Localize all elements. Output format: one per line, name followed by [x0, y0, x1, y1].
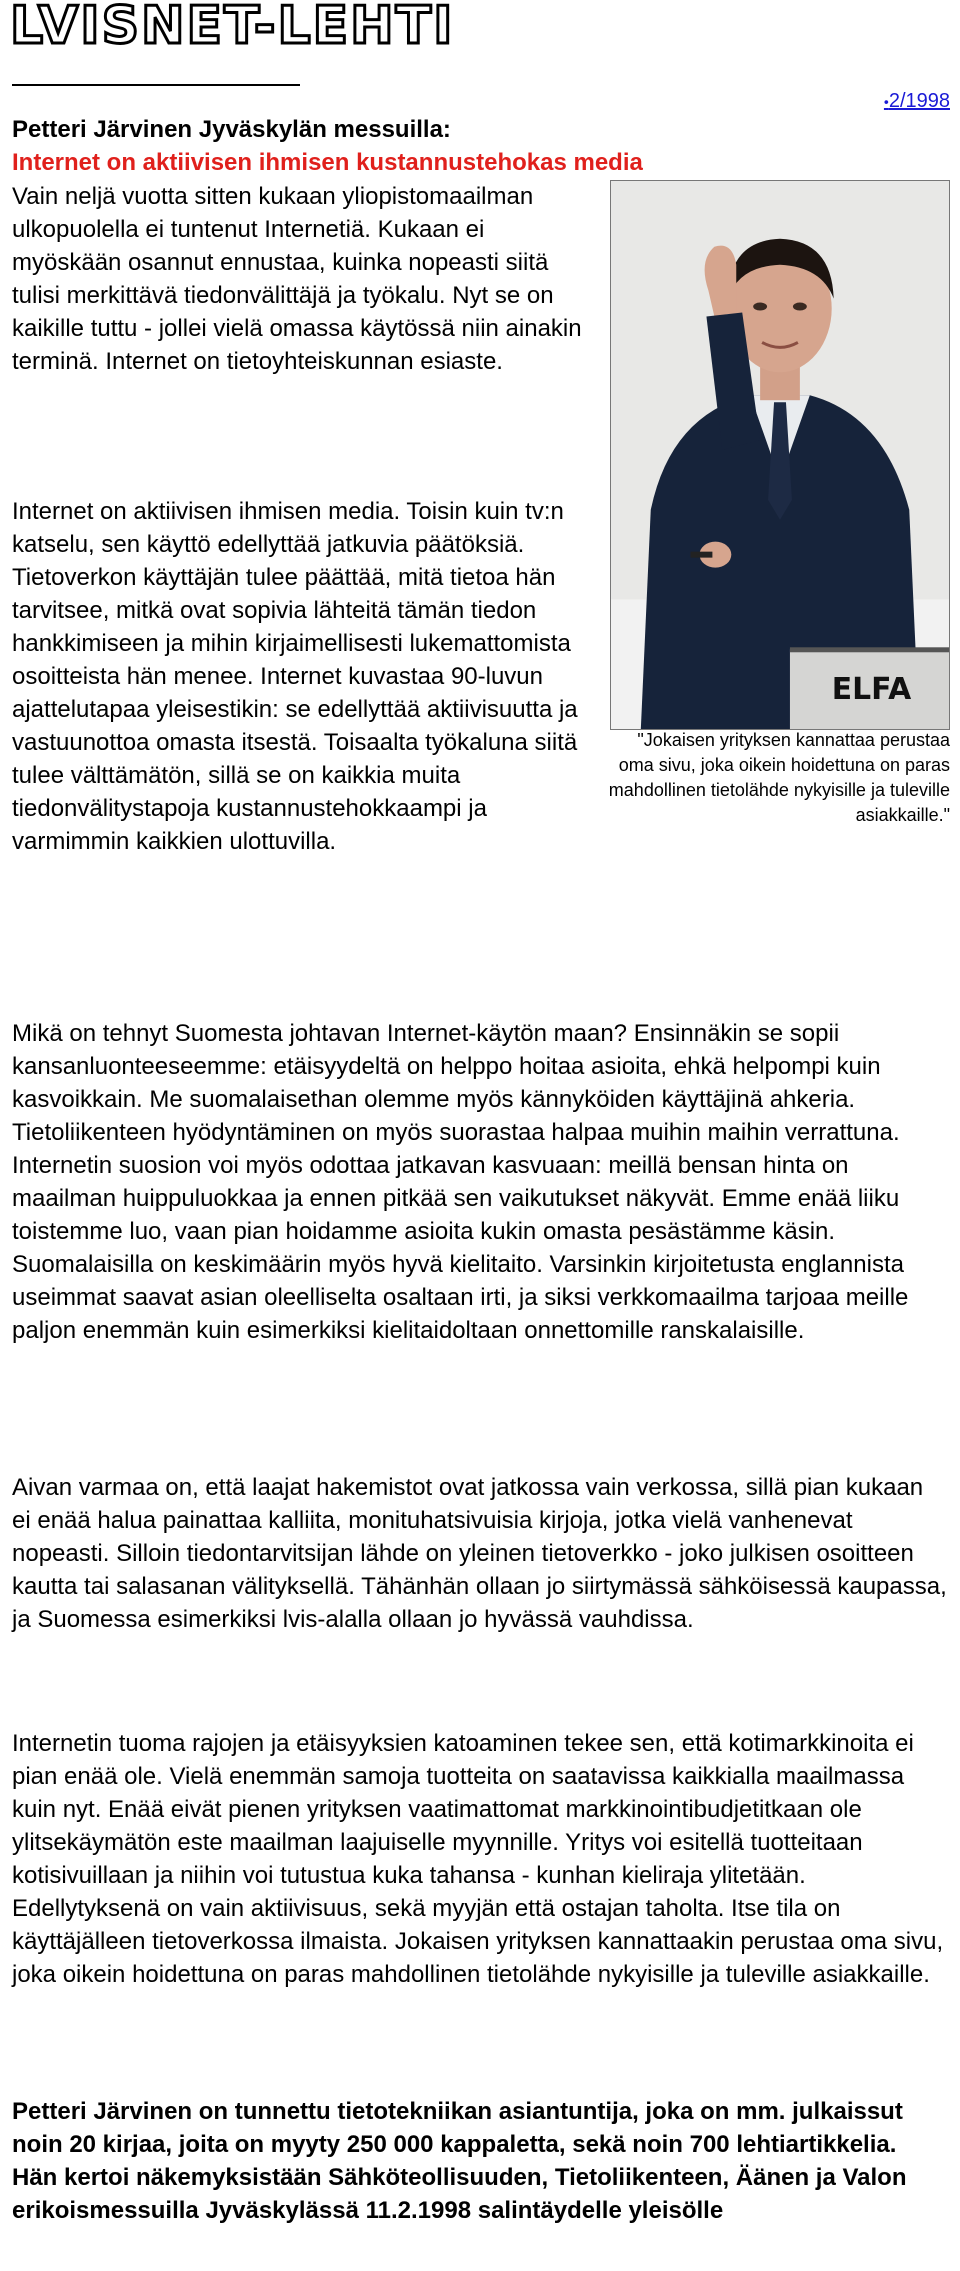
photo-sign-text: ELFA — [831, 672, 912, 708]
speaker-photo — [610, 180, 950, 730]
article-speaker: Petteri Järvinen Jyväskylän messuilla: — [12, 116, 451, 143]
header-divider — [12, 84, 300, 86]
article-paragraph: Internetin tuoma rajojen ja etäisyyksien katoaminen tekee sen, että kotimarkkinoita ei pian enää ole. Vielä enemmän samoja tuotteita on saatavissa kaikkialla maailmassa kuin nyt. Enää eivät pienen yrityksen vaatimattomat markkinointibudjetitkaan ole ylitsekäymätön este maailman laajuiselle myynnille. Yritys voi esitellä tuotteitaan kotisivuillaan ja niihin voi tutustua kuka tahansa - kunhan kieliraja ylitetään. Edellytyksenä on vain aktiivisuus, sekä myyjän että ostajan taholta. Itse tila on käyttäjälleen tietoverkossa ilmaista. Jokaisen yrityksen kannattaakin perustaa oma sivu, joka oikein hoidettuna on paras mahdollinen tietolähde nykyisille ja tuleville asiakkaille. — [12, 1730, 944, 1988]
bullet-icon: • — [883, 93, 889, 110]
article-headline: Internet on aktiivisen ihmisen kustannustehokas media — [12, 149, 643, 176]
site-logo: LVISNET-LEHTI — [10, 0, 455, 56]
speaker-photo-image — [611, 181, 949, 729]
article-paragraph: Mikä on tehnyt Suomesta johtavan Internet-käytön maan? Ensinnäkin se sopii kansanluonteeseemme: etäisyydeltä on helppo hoitaa asioita, ehkä helpompi kuin kasvoikkain. Me suomalaisethan olemme myös kännyköiden käyttäjinä ahkeria. Tietoliikenteen hyödyntäminen on myös suorastaa halpaa muihin maihin verrattuna. Internetin suosion voi myös odottaa jatkavan kasvuaan: meillä bensan hinta on maailman huippuluokkaa ja ennen pitkää sen vaikutukset näkyvät. Emme enää liiku toistemme luo, vaan pian hoidamme asioita kukin omasta pesästämme käsin. Suomalaisilla on keskimäärin myös hyvä kielitaito. Varsinkin kirjoitetusta englannista useimmat saavat asian oleelliselta osaltaan irti, ja siksi verkkomaailma tarjoaa meille paljon enemmän kuin esimerkiksi kielitaidoltaan onnettomille ranskalaisille. — [12, 1020, 909, 1344]
article-intro: Vain neljä vuotta sitten kukaan yliopistomaailman ulkopuolella ei tuntenut Internetiä. Kukaan ei myöskään osannut ennustaa, kuinka nopeasti siitä tulisi merkittävä tiedonvälittäjä ja työkalu. Nyt se on kaikille tuttu - jollei vielä omassa käytössä niin ainakin terminä. Internet on tietoyhteiskunnan esiaste. — [12, 183, 582, 375]
article-paragraph: Internet on aktiivisen ihmisen media. Toisin kuin tv:n katselu, sen käyttö edellyttää jatkuvia päätöksiä. Tietoverkon käyttäjän tulee päättää, mitä tietoa hän tarvitsee, mitkä ovat sopivia lähteitä tämän tiedon hankkimiseen ja mihin kirjaimellisesti lukemattomista osoitteista hän menee. Internet kuvastaa 90-luvun ajattelutapaa yleisestikin: se edellyttää aktiivisuutta ja vastuunottoa omasta itsestä. Toisaalta työkaluna siitä tulee välttämätön, sillä se on kaikkia muita tiedonvälitystapoja kustannustehokkaampi ja varmimmin kaikkien ulottuvilla. — [12, 498, 578, 855]
issue-link[interactable] — [884, 90, 950, 113]
issue-link-label: 2/1998 — [888, 90, 950, 112]
article-paragraph: Aivan varmaa on, että laajat hakemistot ovat jatkossa vain verkossa, sillä pian kukaan ei enää halua painattaa kalliita, monituhatsivuisia kirjoja, jotka vielä vanhenevat nopeasti. Silloin tiedontarvitsijan lähde on yleinen tietoverkko - joko julkisen osoitteen kautta tai salasanan välityksellä. Tähänhän ollaan jo siirtymässä sähköisessä kaupassa, ja Suomessa esimerkiksi lvis-alalla ollaan jo hyvässä vauhdissa. — [12, 1474, 947, 1633]
author-bio: Petteri Järvinen on tunnettu tietotekniikan asiantuntija, joka on mm. julkaissut noin 20 kirjaa, joita on myyty 250 000 kappaletta, sekä noin 700 lehtiartikkelia. Hän kertoi näkemyksistään Sähköteollisuuden, Tietoliikenteen, Äänen ja Valon erikoismessuilla Jyväskylässä 11.2.1998 salintäydelle yleisölle — [12, 2098, 907, 2224]
photo-caption: "Jokaisen yrityksen kannattaa perustaa oma sivu, joka oikein hoidettuna on paras mahdollinen tietolähde nykyisille ja tuleville asiakkaille." — [608, 730, 950, 825]
